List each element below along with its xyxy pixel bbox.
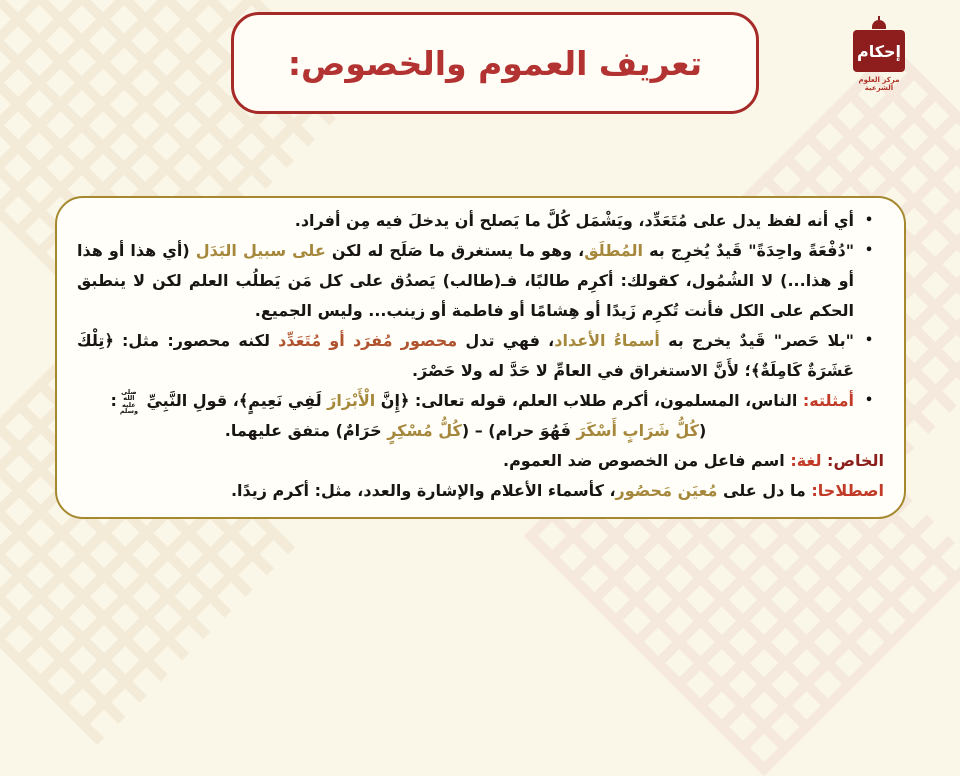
definition-line (77, 476, 884, 506)
pbuh-mark: صلى الله عليه وسلم (119, 387, 138, 415)
text-segment: أسماءُ الأعداد (554, 331, 660, 350)
bullet-body (77, 326, 854, 386)
text-row (77, 446, 884, 476)
logo-mark (853, 30, 905, 72)
text-segment: محصور مُفرَد أو مُتَعَدِّد (278, 331, 458, 350)
bullet-body (77, 386, 854, 446)
text-segment: "بلا حَصر" قَيدٌ يخرج به (659, 331, 854, 350)
bullet-dot: • (864, 243, 874, 258)
text-segment: لكنه محصور: مثل: ﴿تِلْكَ عَشَرَةٌ كَامِلَةٌ﴾؛ لأَنَّ الاستغراق في العامِّ لا حَدَّ له ولا حَصْرَ. (77, 331, 854, 380)
logo-subtitle: مركز العلوم الشرعية (858, 76, 900, 92)
text-row (77, 206, 854, 236)
text-segment: كُلُّ شَرَابٍ أَسْكَرَ (576, 421, 699, 440)
text-segment: حَرَامٌ) متفق عليهما. (224, 421, 388, 440)
text-segment: فَهُوَ حرام) – ( (461, 421, 577, 440)
bullet-body (77, 446, 884, 476)
bullet-dot: • (864, 333, 874, 348)
bullet-body (77, 236, 854, 326)
title-box (231, 12, 759, 114)
text-segment: المُطلَق (584, 241, 644, 260)
text-row (77, 476, 884, 506)
text-segment: ، كأسماء الأعلام والإشارة والعدد، مثل: أكرم زيدًا. (230, 481, 616, 500)
mosque-dome-icon (872, 20, 886, 29)
definition-line (77, 446, 884, 476)
content-list (77, 206, 884, 511)
text-segment: ما دل على (717, 481, 812, 500)
bullet-body (77, 476, 884, 506)
logo-name: إحكام (856, 41, 902, 61)
bullet-dot: • (864, 213, 874, 228)
logo (846, 20, 912, 92)
text-segment: لغة: (790, 451, 828, 470)
text-segment: أي أنه لفظ يدل على مُتَعَدِّد، ويَشْمَل كُلَّ ما يَصلح أن يدخلَ فيه مِن أفراد. (294, 211, 854, 230)
text-segment: لَفِي نَعِيمٍ﴾، قولِ النَّبِيِّ (140, 391, 328, 410)
text-segment: اسم فاعل من الخصوص ضد العموم. (503, 451, 791, 470)
bullet-dot: • (864, 393, 874, 408)
bullet-item (77, 386, 884, 446)
text-segment: ، فهي تدل (457, 331, 555, 350)
text-segment: أمثلته: (802, 391, 854, 410)
text-segment: ( (698, 421, 707, 440)
text-segment: اصطلاحا: (811, 481, 884, 500)
text-segment: الناس، المسلمون، أكرم طلاب العلم، قوله تعالى: ﴿إِنَّ (375, 391, 803, 410)
text-segment: كُلُّ مُسْكِرٍ (387, 421, 462, 440)
text-segment: الخاص: (827, 451, 884, 470)
bullet-item (77, 206, 884, 236)
page-title: تعريف العموم والخصوص: (287, 43, 703, 83)
text-segment: على سبيل البَدَل (195, 241, 326, 260)
content-box (55, 196, 906, 519)
text-segment: (أي هذا أو هذا أو هذا...) لا الشُمُول، كقولك: أكرِم طالبًا، فـ(طالب) يَصدُق على كل مَن يَطلُب العلم لكن لا ينطبق الحكم على الكل فأنت تُكرِم زَيدًا أو هِشامًا أو فاطمة أو زينب... وليس الجميع. (77, 241, 854, 320)
text-segment: : (110, 391, 117, 410)
bullet-item (77, 236, 884, 326)
text-segment: "دُفْعَةً واحِدَةً" قَيدٌ يُخرِج به (643, 241, 855, 260)
text-segment: ، وهو ما يستغرق ما صَلَح له لكن (325, 241, 585, 260)
bullet-body (77, 206, 854, 236)
text-row (77, 386, 854, 416)
text-row (77, 236, 854, 326)
text-row (77, 326, 854, 386)
text-row (77, 416, 854, 446)
bullet-item (77, 326, 884, 386)
text-segment: الْأَبْرَارَ (327, 391, 376, 410)
text-segment: مُعيَن مَحصُور (615, 481, 718, 500)
